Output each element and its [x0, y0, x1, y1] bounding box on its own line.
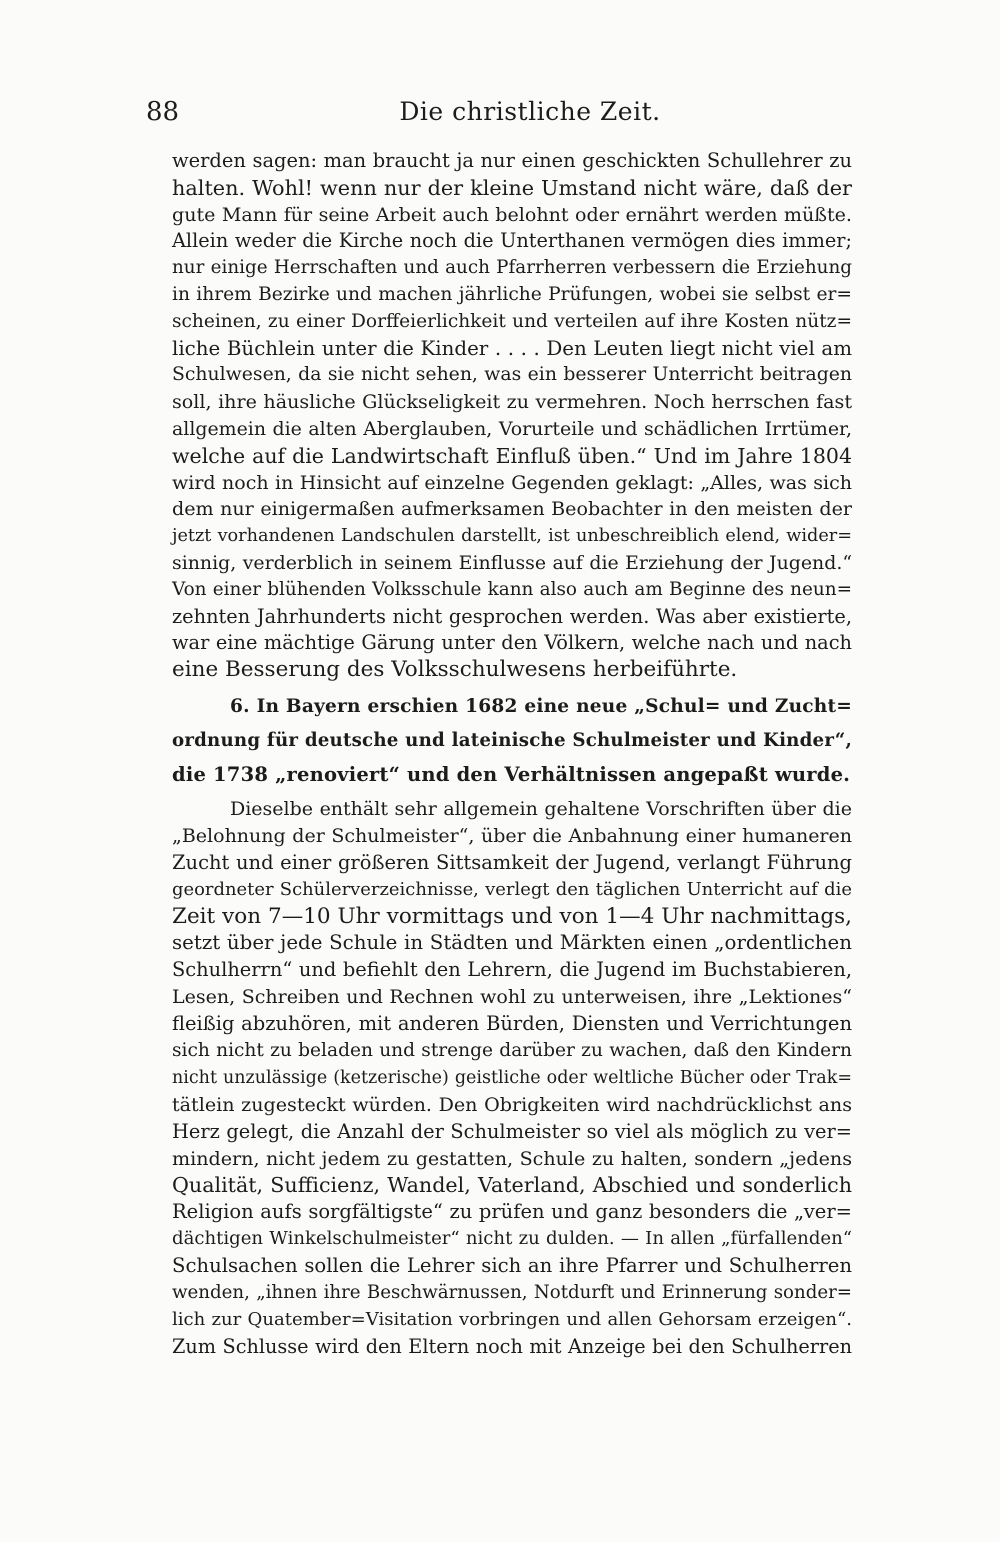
text-line: Schulherrn“ und befiehlt den Lehrern, die Jugend im Buchstabieren,: [172, 958, 852, 982]
text-line: Lesen, Schreiben und Rechnen wohl zu unterweisen, ihre „Lektiones“: [172, 986, 852, 1009]
text-line: setzt über jede Schule in Städten und Märkten einen „ordentlichen: [172, 931, 852, 955]
text-line: Qualität, Sufficienz, Wandel, Vaterland, Abschied und sonderlich: [172, 1173, 852, 1198]
text-line: war eine mächtige Gärung unter den Völkern, welche nach und nach: [172, 631, 852, 655]
text-line: halten. Wohl! wenn nur der kleine Umstand nicht wäre, daß der: [172, 175, 852, 200]
heading-line: 6. In Bayern erschien 1682 eine neue „Schul= und Zucht=: [230, 696, 852, 717]
paragraph-1: [172, 148, 852, 684]
text-line: welche auf die Landwirtschaft Einfluß üben.“ Und im Jahre 1804: [172, 443, 852, 468]
section-heading: [172, 690, 852, 792]
text-line: Religion aufs sorgfältigste“ zu prüfen und ganz besonders die „ver=: [172, 1200, 852, 1224]
text-line: Schulwesen, da sie nicht sehen, was ein besserer Unterricht beitragen: [172, 364, 852, 386]
text-line: Allein weder die Kirche noch die Unterthanen vermögen dies immer;: [172, 229, 852, 253]
text-line: in ihrem Bezirke und machen jährliche Prüfungen, wobei sie selbst er=: [172, 283, 852, 305]
text-line: dem nur einigermaßen aufmerksamen Beobachter in den meisten der: [172, 498, 852, 521]
text-line: Herz gelegt, die Anzahl der Schulmeister so viel als möglich zu ver=: [172, 1119, 852, 1143]
text-line: lich zur Quatember=Visitation vorbringen und allen Gehorsam erzeigen“.: [172, 1308, 852, 1330]
heading-line: die 1738 „renoviert“ und den Verhältnissen angepaßt wurde.: [172, 763, 851, 786]
text-line: jetzt vorhandenen Landschulen darstellt, ist unbeschreiblich elend, wider=: [172, 526, 852, 547]
text-line: fleißig abzuhören, mit anderen Bürden, Diensten und Verrichtungen: [172, 1012, 852, 1036]
text-line: wenden, „ihnen ihre Beschwärnussen, Notdurft und Erinnerung sonder=: [172, 1282, 852, 1304]
text-line: soll, ihre häusliche Glückseligkeit zu vermehren. Noch herrschen fast: [172, 391, 852, 414]
text-line: Zucht und einer größeren Sittsamkeit der Jugend, verlangt Führung: [172, 850, 852, 874]
text-line: liche Büchlein unter die Kinder . . . . Den Leuten liegt nicht viel am: [172, 336, 852, 360]
text-line: scheinen, zu einer Dorffeierlichkeit und verteilen auf ihre Kosten nütz=: [172, 310, 852, 332]
text-line: Dieselbe enthält sehr allgemein gehaltene Vorschriften über die: [230, 798, 852, 820]
text-line: tätlein zugesteckt würden. Den Obrigkeiten wird nachdrücklichst ans: [172, 1092, 852, 1116]
text-line: allgemein die alten Aberglauben, Vorurteile und schädlichen Irrtümer,: [172, 417, 852, 440]
text-line: Schulsachen sollen die Lehrer sich an ihre Pfarrer und Schulherren: [172, 1254, 852, 1278]
text-line: zehnten Jahrhunderts nicht gesprochen werden. Was aber existierte,: [172, 604, 852, 628]
text-line: gute Mann für seine Arbeit auch belohnt oder ernährt werden müßte.: [172, 203, 852, 226]
text-line: Zum Schlusse wird den Eltern noch mit Anzeige bei den Schulherren: [172, 1334, 852, 1358]
text-line: werden sagen: man braucht ja nur einen geschickten Schullehrer zu: [172, 149, 852, 172]
text-line: wird noch in Hinsicht auf einzelne Gegenden geklagt: „Alles, was sich: [172, 471, 852, 494]
text-line: sinnig, verderblich in seinem Einflusse auf die Erziehung der Jugend.“: [172, 551, 852, 574]
text-line: Von einer blühenden Volksschule kann also auch am Beginne des neun=: [172, 578, 852, 600]
running-title: Die christliche Zeit.: [399, 97, 661, 126]
page-number: 88: [146, 97, 180, 127]
text-line: „Belohnung der Schulmeister“, über die Anbahnung einer humaneren: [172, 824, 852, 847]
heading-line: ordnung für deutsche und lateinische Schulmeister und Kinder“,: [172, 730, 852, 751]
text-line: sich nicht zu beladen und strenge darüber zu wachen, daß den Kindern: [172, 1040, 852, 1062]
text-line: geordneter Schülerverzeichnisse, verlegt den täglichen Unterricht auf die: [172, 878, 852, 900]
text-line: nur einige Herrschaften und auch Pfarrherren verbessern die Erziehung: [172, 257, 852, 279]
running-head: [146, 92, 854, 132]
text-line: dächtigen Winkelschulmeister“ nicht zu dulden. — In allen „fürfallenden“: [172, 1228, 852, 1250]
text-line: nicht unzulässige (ketzerische) geistliche oder weltliche Bücher oder Trak=: [172, 1067, 852, 1088]
text-line: mindern, nicht jedem zu gestatten, Schule zu halten, sondern „jedens: [172, 1146, 852, 1170]
text-line: eine Besserung des Volksschulwesens herbeiführte.: [172, 657, 738, 683]
paragraph-2: [172, 796, 852, 1361]
text-line: Zeit von 7—10 Uhr vormittags und von 1—4 Uhr nachmittags,: [172, 903, 852, 929]
